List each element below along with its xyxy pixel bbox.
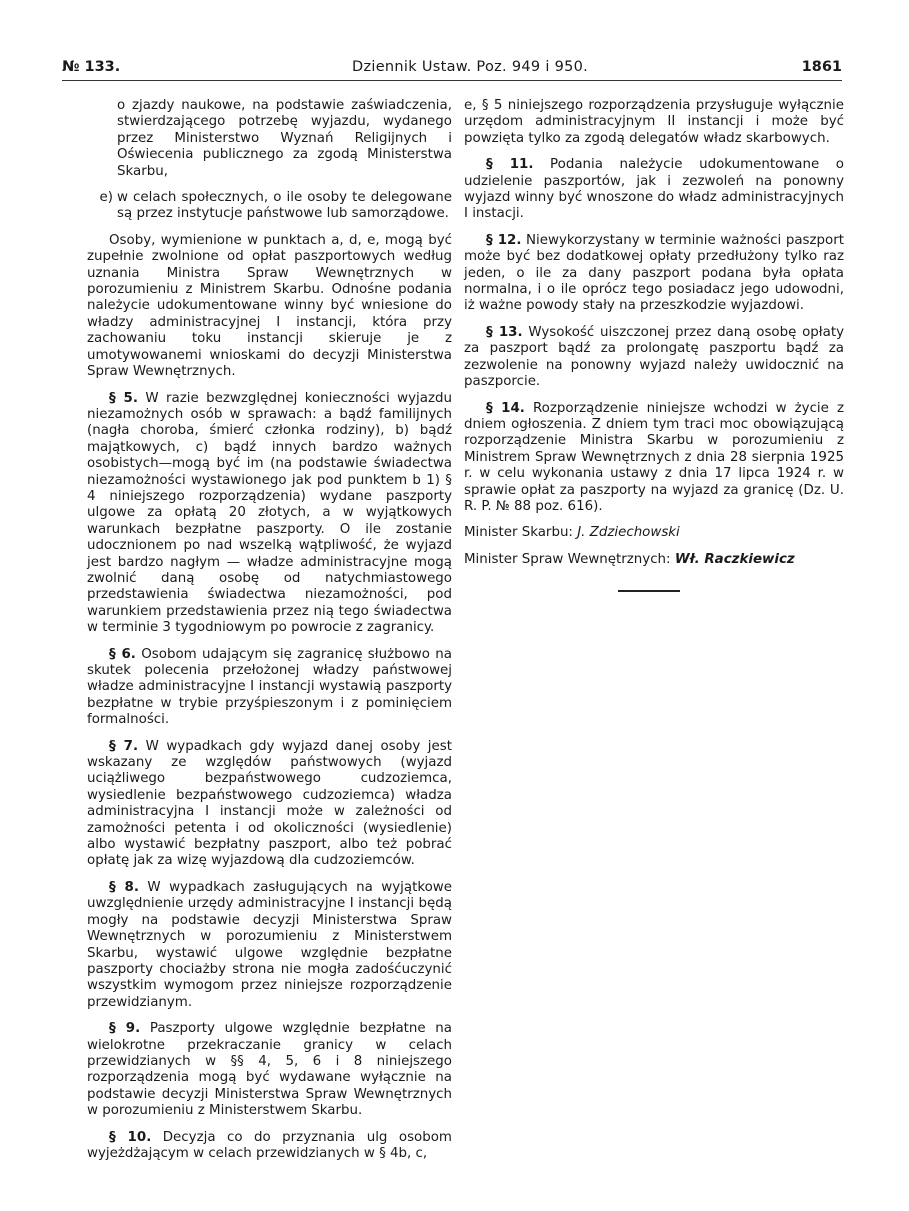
section-14-label: § 14. xyxy=(486,400,525,416)
section-11-text: Podania należycie udokumentowane o udzielenie paszportów, jak i zezwoleń na ponowny wyjazd winny być wnoszone do władz administracyjnych I instacji. xyxy=(464,157,844,222)
issue-number: № 133. xyxy=(62,59,121,75)
section-5-label: § 5. xyxy=(109,390,138,406)
signature-interior xyxy=(464,552,844,568)
section-6-text: Osobom udającym się zagranicę służbowo na skutek polecenia przełożonej władzy państwowej władze administracyjne I instancji wystawią paszporty bezpłatne w trybie przyśpieszonym i z pominięciem formalności. xyxy=(87,646,452,728)
signature-interior-role: Minister Spraw Wewnętrznych: xyxy=(464,551,671,567)
section-9-text: Paszporty ulgowe względnie bezpłatne na wielokrotne przekraczanie granicy w celach przewidzianych w §§ 4, 5, 6 i 8 niniejszego rozporządzenia mogą być wydawane wyłącznie na podstawie decyzji Ministerstwa Spraw Wewnętrznych w porozumieniu z Ministerstwem Skarbu. xyxy=(87,1021,452,1119)
section-7-label: § 7. xyxy=(109,738,139,754)
section-11-label: § 11. xyxy=(486,157,534,173)
section-5 xyxy=(87,391,452,637)
item-e xyxy=(87,190,452,223)
section-6 xyxy=(87,647,452,729)
section-8 xyxy=(87,880,452,1011)
section-12-label: § 12. xyxy=(486,232,522,248)
left-column xyxy=(87,98,452,1172)
section-6-label: § 6. xyxy=(109,646,136,662)
right-column xyxy=(464,98,844,592)
item-e-text: w celach społecznych, o ile osoby te delegowane są przez instytucje państwowe lub samorządowe. xyxy=(117,190,452,222)
paragraph-d-continuation: o zjazdy naukowe, na podstawie zaświadczenia, stwierdzającego potrzebę wyjazdu, wydanego przez Ministerstwo Wyznań Religijnych i Oświecenia publicznego za zgodą Ministerstwa Skarbu, xyxy=(117,98,452,179)
section-13 xyxy=(464,325,844,391)
signature-treasury-role: Minister Skarbu: xyxy=(464,525,573,541)
paragraph-osoby: Osoby, wymienione w punktach a, d, e, mogą być zupełnie zwolnione od opłat paszportowych według uznania Ministra Spraw Wewnętrznych w porozumieniu z Ministrem Skarbu. Odnośne podania należycie udokumentowane winny być wniesione do władzy administracyjnej I instancji, która przy zachowaniu toku instancji skieruje je z umotywowanemi wnioskami do decyzji Ministerstwa Spraw Wewnętrznych. xyxy=(87,232,452,380)
page-number: 1861 xyxy=(801,59,842,75)
section-14-text: Rozporządzenie niniejsze wchodzi w życie z dniem ogłoszenia. Z dniem tym traci moc obowiązującą rozporządzenie Ministra Skarbu w porozumieniu z Ministrem Spraw Wewnętrznych z dnia 28 sierpnia 1925 r. w celu wykonania ustawy z dnia 17 lipca 1924 r. w sprawie opłat za paszporty na wyjazd za granicę (Dz. U. R. P. № 88 poz. 616). xyxy=(464,400,844,514)
end-rule xyxy=(618,590,680,592)
section-8-label: § 8. xyxy=(109,879,139,895)
section-9-label: § 9. xyxy=(109,1021,141,1037)
section-9 xyxy=(87,1021,452,1119)
page-header xyxy=(62,59,842,81)
section-10 xyxy=(87,1130,452,1163)
item-e-label: e) xyxy=(99,190,113,206)
section-5-text: W razie bezwzględnej konieczności wyjazdu niezamożnych osób w sprawach: a bądź familijnych (nagła choroba, śmierć członka rodziny), b) bądź majątkowych, c) bądź innych bardzo ważnych osobistych—mogą być im (na podstawie świadectwa niezamożności wystawionego jak pod punktem b 1) § 4 niniejszego rozporządzenia) wydane paszporty ulgowe za opłatą 20 złotych, a w wyjątkowych warunkach bezpłatne paszporty. O ile zostanie udocznionem po nad wszelką wątpliwość, że wyjazd jest bardzo nagłym — władze administracyjne mogą zwolnić daną osobę od natychmiastowego przedstawienia świadectwa niezamożności, pod warunkiem przedstawienia przez nią tego świadectwa w terminie 3 tygodniowym po powrocie z zagranicy. xyxy=(87,390,452,636)
section-10-text: Decyzja co do przyznania ulg osobom wyjeżdżającym w celach przewidzianych w § 4b, c, xyxy=(87,1129,452,1161)
section-7 xyxy=(87,739,452,870)
section-14 xyxy=(464,401,844,516)
signature-treasury-name: J. Zdziechowski xyxy=(577,525,680,541)
journal-title: Dziennik Ustaw. Poz. 949 i 950. xyxy=(352,59,589,75)
section-11 xyxy=(464,157,844,223)
section-13-label: § 13. xyxy=(486,324,523,340)
signature-interior-name: Wł. Raczkiewicz xyxy=(674,551,795,567)
section-13-text: Wysokość uiszczonej przez daną osobę opłaty za paszport bądź za prolongatę paszportu bądź za zezwolenie na ponowny wyjazd należy uwidocznić na paszporcie. xyxy=(464,324,844,390)
section-10-label: § 10. xyxy=(109,1129,152,1145)
section-12 xyxy=(464,233,844,315)
section-10-continuation: e, § 5 niniejszego rozporządzenia przysługuje wyłącznie urzędom administracyjnym II instancji i może być powzięta tylko za zgodą delegatów władz skarbowych. xyxy=(464,98,844,146)
section-7-text: W wypadkach gdy wyjazd danej osoby jest wskazany ze względów państwowych (wyjazd uciążliwego bezpaństwowego cudzoziemca, wysiedlenie bezpaństwowego cudzoziemca) władza administracyjna I instancji może w zależności od zamożności petenta i od okoliczności (wysiedlenie) albo wystawić bezpłatny paszport, albo też pobrać opłatę jak za wizę wyjazdową dla cudzoziemców. xyxy=(87,738,452,869)
header-rule xyxy=(62,80,842,81)
section-8-text: W wypadkach zasługujących na wyjątkowe uwzględnienie urzędy administracyjne I instancji będą mogły na podstawie decyzji Ministerstwa Spraw Wewnętrznych w porozumieniu z Ministerstwem Skarbu, wystawić ulgowe względnie bezpłatne paszporty chociażby strona nie mogła zadośćuczynić wszystkim wymogom przez niniejsze rozporządzenie przewidzianym. xyxy=(87,879,452,1010)
signature-treasury xyxy=(464,525,844,541)
section-12-text: Niewykorzystany w terminie ważności paszport może być bez dodatkowej opłaty przedłużony tylko raz jeden, o ile za dany paszport podana była opłata normalna, i o ile oprócz tego posiadacz jego udowodni, iż ważne powody stały na przeszkodzie wyjazdowi. xyxy=(464,232,844,314)
